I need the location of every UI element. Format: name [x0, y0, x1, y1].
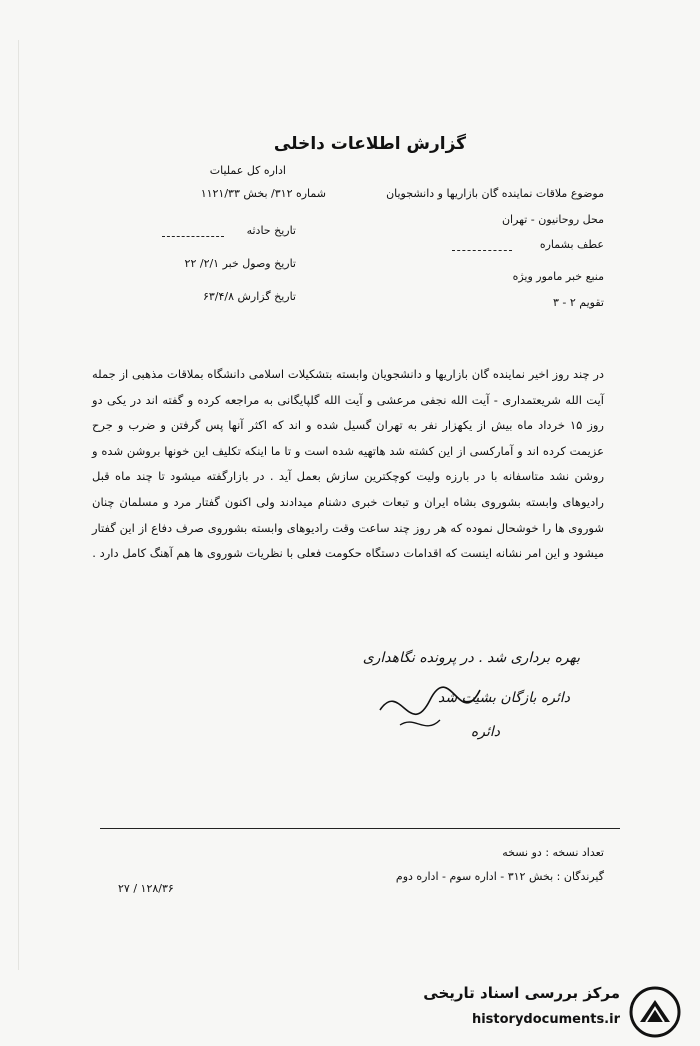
footer-separator [100, 828, 620, 829]
subject-value: ملاقات نماینده گان بازاریها و دانشجویان [386, 187, 568, 200]
handwritten-note: بهره برداری شد . در پرونده نگاهداری [362, 650, 580, 666]
subject-row [370, 187, 604, 200]
archive-reference: ۱۲۸/۳۶ / ۲۷ [118, 882, 174, 895]
body-paragraph: در چند روز اخیر نماینده گان بازاریها و دانشجویان وابسته بتشکیلات اسلامی دانشگاه بملاقات مذهبی از جمله آیت الله شریعتمداری - آیت الله نجفی مرعشی و آیت الله گلپایگانی به مراجعه کرده و گفته اند در یکی دو روز ۱۵ خرداد ماه بیش از یکهزار نفر به تهران گسیل شده و اند که اکثر آنها پس گرفتن و ضرب و جرح عزیمت کرده اند و آمارکسی از این کشته شد هاتهیه شده است و تا ما اینکه تکلیف این خونها بروشن شده و روشن نشد متاسفانه با در بارزه ولیت کوچکترین سازش بعمل آید . در بازارگفته میشود تا چند ماه قبل رادیوهای وابسته بشوروی بشاه ایران و تبعات خبری دشنام میدادند ولی اکنون گفتار مرد و مسلمان چنان شوروی ها را خوشحال نموده که هر روز چند ساعت وقت رادیوهای وابسته بشوروی صرف دفاع از این گفتار میشود و این امر نشانه اینست که اقدامات دستگاه حکومت فعلی با نظریات شوروی ها هم آهنگ کامل دارد . [92, 367, 604, 561]
recipients-value: بخش ۳۱۲ - اداره سوم - اداره دوم [395, 870, 554, 883]
source-label: منبع خبر [565, 270, 604, 283]
signature-short: دائره [470, 724, 500, 740]
subject-label: موضوع [570, 187, 604, 200]
evaluation-row [470, 296, 604, 309]
number-value: ۳۱۲/ بخش ۱۱۲۱/۳۳ [200, 187, 293, 200]
source-value: مامور ویژه [512, 270, 563, 283]
department-label: اداره کل عملیات [209, 164, 286, 177]
watermark-url: historydocuments.ir [471, 1012, 620, 1027]
report-body [92, 362, 604, 567]
refer-blank [452, 250, 512, 251]
copies-label: تعداد نسخه [552, 846, 604, 859]
receipt-date-row [120, 257, 296, 270]
incident-date-blank [162, 236, 224, 237]
report-date-label: تاریخ گزارش [237, 290, 296, 303]
recipients-row: گیرندگان : بخش ۳۱۲ - اداره سوم - اداره دوم [395, 870, 604, 883]
location-row [440, 213, 604, 226]
number-row [120, 187, 326, 200]
evaluation-label: تقویم [579, 296, 604, 309]
refer-label: عطف بشماره [539, 238, 604, 251]
receipt-date-label: تاریخ وصول خبر [222, 257, 296, 270]
location-label: محل [582, 213, 604, 226]
watermark [423, 982, 690, 1042]
report-date-value: ۶۳/۴/۸ [202, 290, 234, 303]
incident-date-label: تاریخ حادثه [246, 224, 296, 237]
watermark-name: مرکز بررسی اسناد تاریخی [423, 984, 620, 1002]
source-row [440, 270, 604, 283]
signature-scribble-icon [370, 670, 490, 750]
location-value: روحانیون - تهران [501, 213, 580, 226]
document-title: گزارش اطلاعات داخلی [273, 134, 467, 154]
evaluation-value: ۲ - ۳ [552, 296, 576, 309]
copies-value: دو نسخه [502, 846, 542, 859]
receipt-date-value: ۲/۱/ ۲۲ [184, 257, 220, 270]
signature-line: دائره بازگان بشیت شد [437, 690, 570, 706]
number-label: شماره [295, 187, 326, 200]
recipients-label: گیرندگان [563, 870, 604, 883]
report-date-row [120, 290, 296, 303]
book-icon [628, 986, 682, 1038]
copies-row: تعداد نسخه : دو نسخه [502, 846, 604, 859]
